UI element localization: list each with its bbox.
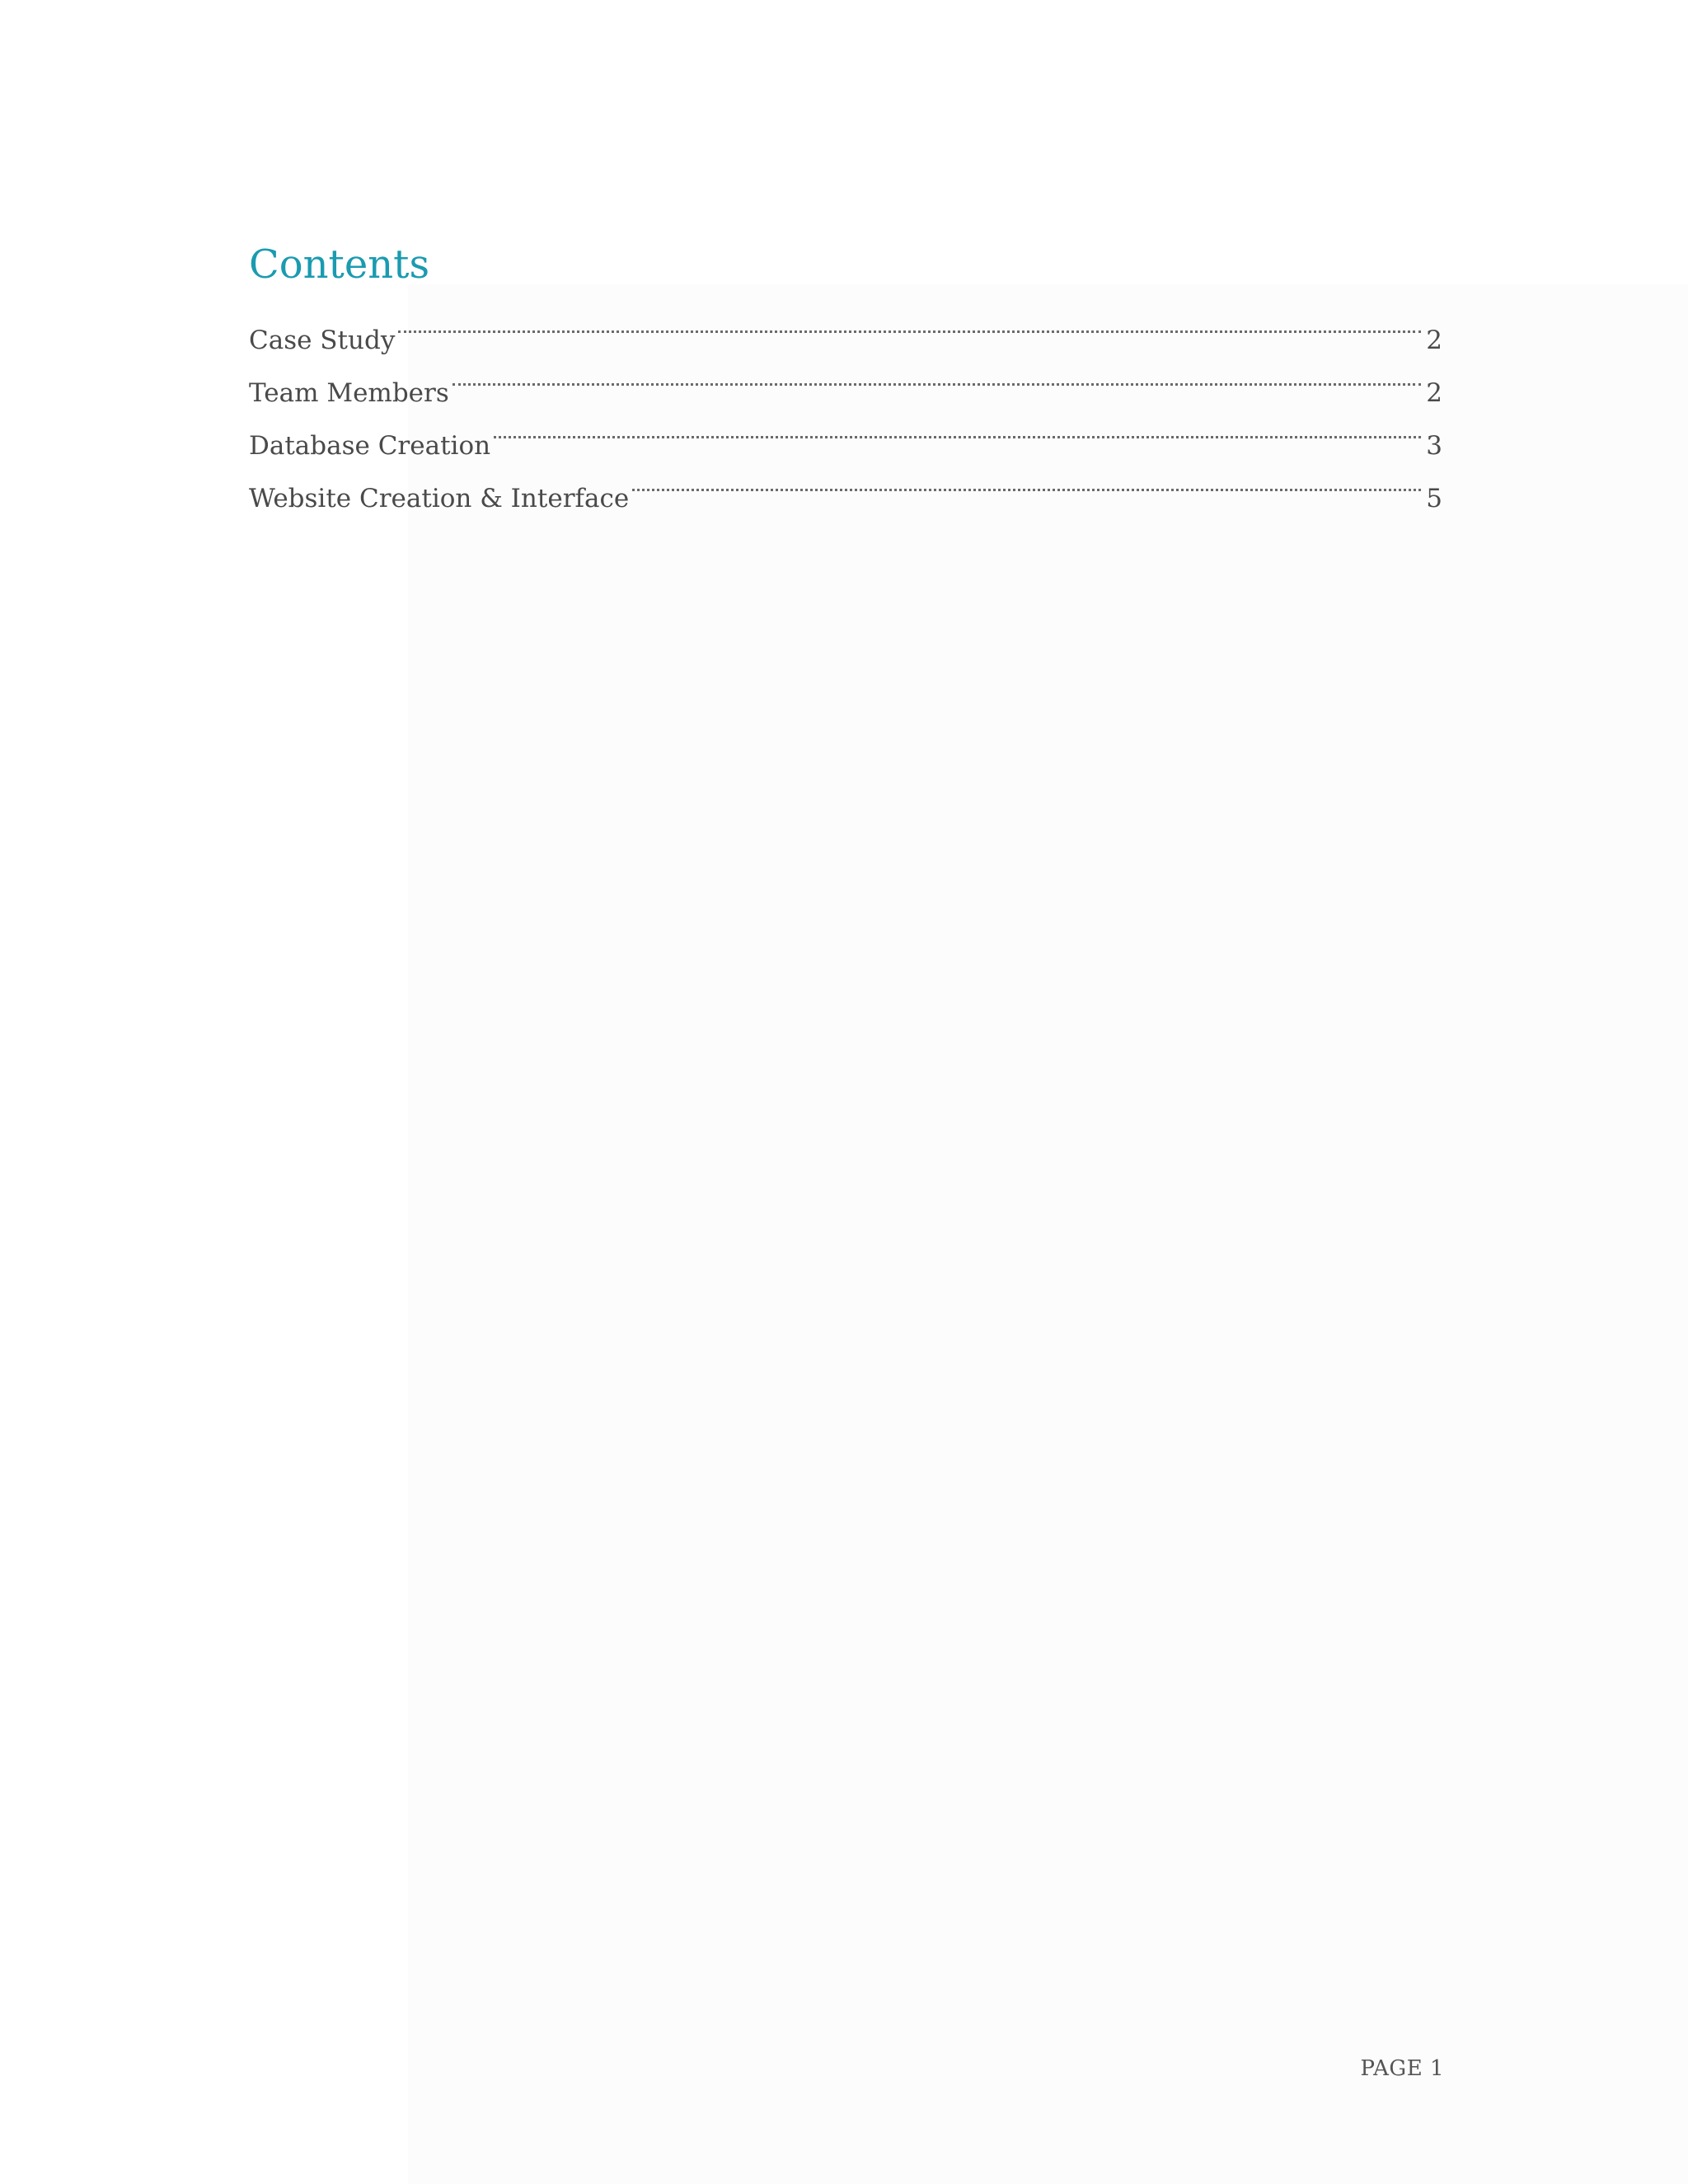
toc-entry-page-number: 3 xyxy=(1426,431,1442,461)
toc-entry-page-number: 2 xyxy=(1426,326,1442,355)
toc-entry-label: Team Members xyxy=(249,378,449,408)
page-number-footer: PAGE 1 xyxy=(1360,2056,1444,2081)
toc-entry-team-members[interactable] xyxy=(249,349,1442,408)
toc-entry-page-number: 2 xyxy=(1426,378,1442,408)
toc-dot-leader xyxy=(632,454,1421,507)
toc-entry-page-number: 5 xyxy=(1426,484,1442,513)
toc-entry-label: Case Study xyxy=(249,326,396,355)
toc-dot-leader xyxy=(452,349,1422,401)
toc-dot-leader xyxy=(494,401,1421,454)
toc-dot-leader xyxy=(398,296,1421,349)
toc-title: Contents xyxy=(249,241,430,288)
table-of-contents xyxy=(249,235,1442,513)
toc-entry-label: Website Creation & Interface xyxy=(249,484,630,513)
toc-entry-label: Database Creation xyxy=(249,431,491,461)
toc-entry-case-study[interactable] xyxy=(249,296,1442,355)
page-background xyxy=(408,284,1688,2184)
toc-list xyxy=(249,296,1442,513)
